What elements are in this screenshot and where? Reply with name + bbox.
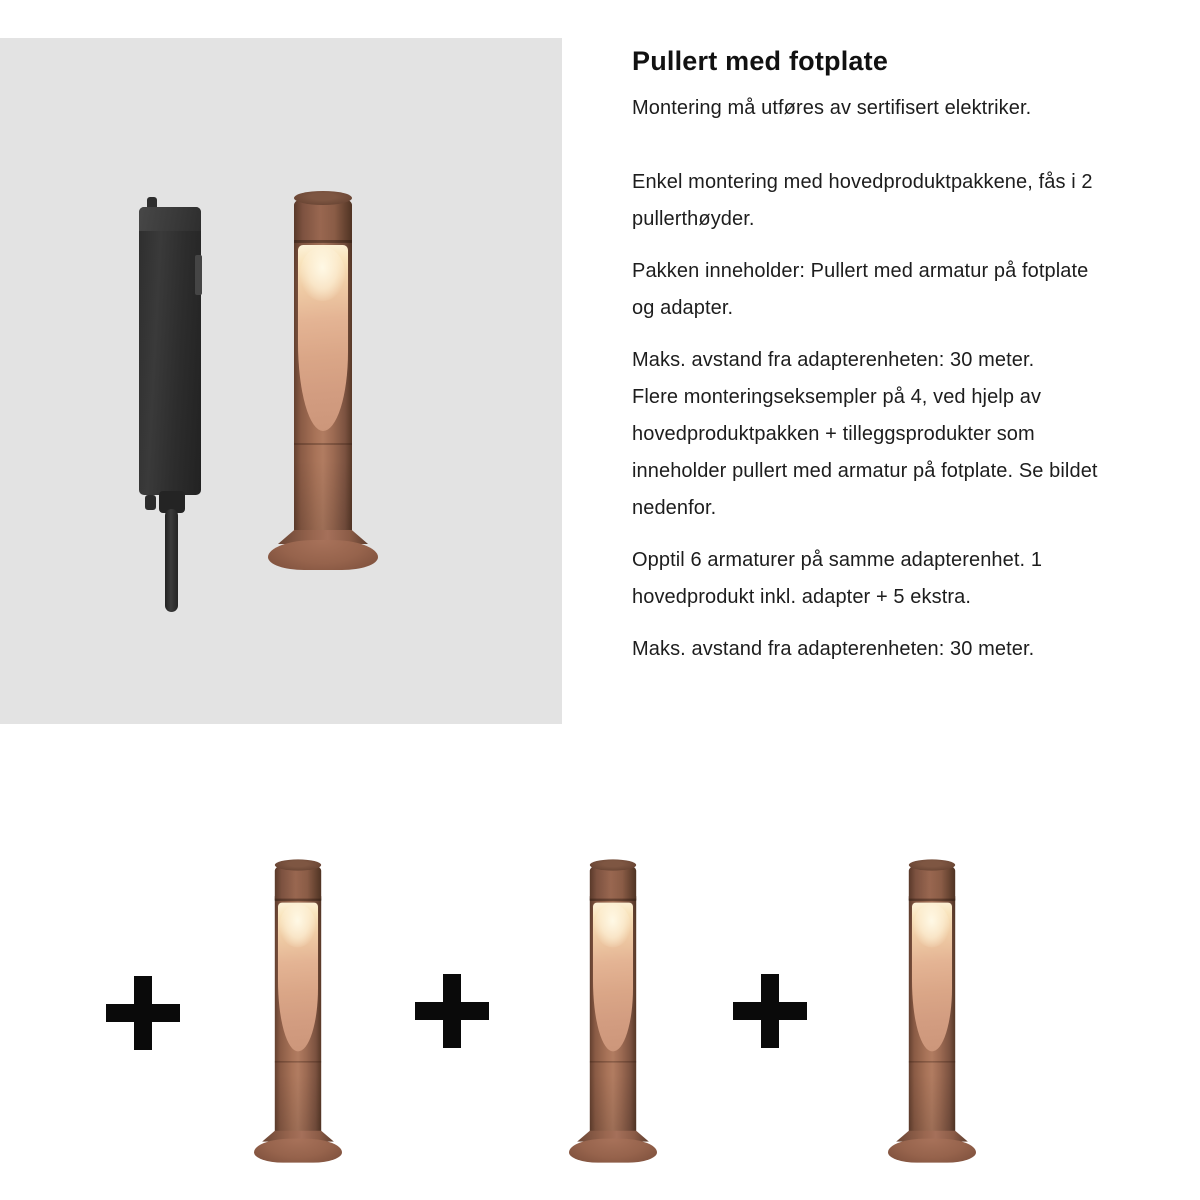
paragraph-easy-mounting: [632, 164, 1160, 238]
bollard-footplate: [268, 540, 378, 570]
bollard-footplate: [254, 1139, 342, 1163]
bollard-seam: [294, 443, 352, 445]
product-description: [632, 44, 1160, 683]
bollard-image-extra-3: [888, 861, 976, 1163]
text-line: Flere monteringseksempler på 4, ved hjelp av: [632, 386, 1042, 408]
bollard-cap-top: [275, 859, 321, 870]
paragraph-certified-electrician: [632, 90, 1160, 127]
paragraph-max-distance: [632, 631, 1160, 668]
plus-icon: [415, 974, 489, 1048]
bollard-light-glow: [278, 903, 318, 1052]
bollard-seam: [909, 1061, 955, 1063]
adapter-cable: [165, 509, 178, 612]
text-line: Opptil 6 armaturer på samme adapterenhet. 1: [632, 549, 1043, 571]
bollard-image-main: [268, 193, 378, 570]
bollard-cap-seam: [294, 240, 352, 243]
bollard-cap-seam: [275, 899, 321, 901]
text-line: inneholder pullert med armatur på fotplate. Se bildet: [632, 460, 1098, 482]
text-line: Montering må utføres av sertifisert elektriker.: [632, 97, 1032, 119]
paragraph-max-luminaires: [632, 542, 1160, 616]
bollard-footplate: [888, 1139, 976, 1163]
bollard-image-extra-1: [254, 861, 342, 1163]
text-line: og adapter.: [632, 297, 734, 319]
bollard-cap-top: [909, 859, 955, 870]
bollard-seam: [590, 1061, 636, 1063]
paragraph-package-contents: [632, 253, 1160, 327]
paragraph-max-distance-examples: [632, 342, 1160, 527]
power-adapter-image: [139, 197, 201, 612]
page-title: Pullert med fotplate: [632, 46, 889, 76]
bollard-cap-seam: [590, 899, 636, 901]
text-line: Enkel montering med hovedproduktpakkene, fås i 2: [632, 171, 1093, 193]
text-line: hovedproduktpakken + tilleggsprodukter som: [632, 423, 1035, 445]
bollard-light-glow: [912, 903, 952, 1052]
bollard-image-extra-2: [569, 861, 657, 1163]
text-line: Pakken inneholder: Pullert med armatur på fotplate: [632, 260, 1089, 282]
assembly-diagram: [0, 830, 1200, 1200]
text-line: pullerthøyder.: [632, 208, 755, 230]
bollard-cap-top: [590, 859, 636, 870]
bollard-cap-top: [294, 191, 352, 205]
bollard-light-glow: [298, 245, 348, 431]
bollard-footplate: [569, 1139, 657, 1163]
bollard-cap-seam: [909, 899, 955, 901]
bollard-light-glow: [593, 903, 633, 1052]
plus-icon: [733, 974, 807, 1048]
product-image-panel: [0, 38, 562, 724]
adapter-side-tab: [195, 255, 202, 295]
text-line: nedenfor.: [632, 497, 717, 519]
bollard-seam: [275, 1061, 321, 1063]
text-line: Maks. avstand fra adapterenheten: 30 meter.: [632, 638, 1035, 660]
plus-icon: [106, 976, 180, 1050]
text-line: Maks. avstand fra adapterenheten: 30 meter.: [632, 349, 1035, 371]
text-line: hovedprodukt inkl. adapter + 5 ekstra.: [632, 586, 972, 608]
adapter-body: [139, 207, 201, 495]
